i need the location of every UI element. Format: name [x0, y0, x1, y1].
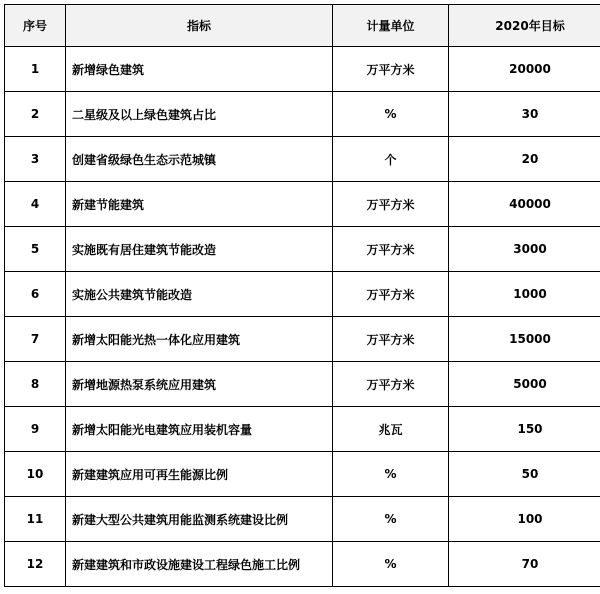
table-body [5, 47, 600, 587]
table-row [5, 272, 600, 317]
cell-target: 50 [449, 452, 600, 497]
indicator-table-container [4, 4, 593, 587]
header-row [5, 5, 600, 47]
cell-indicator: 新增地源热泵系统应用建筑 [66, 362, 333, 407]
cell-unit: % [333, 92, 449, 137]
cell-target: 3000 [449, 227, 600, 272]
cell-indicator: 新增绿色建筑 [66, 47, 333, 92]
table-row [5, 137, 600, 182]
cell-target: 100 [449, 497, 600, 542]
cell-target: 70 [449, 542, 600, 587]
indicator-table [4, 4, 600, 587]
cell-target: 20 [449, 137, 600, 182]
table-row [5, 542, 600, 587]
cell-unit: % [333, 542, 449, 587]
cell-index: 12 [5, 542, 66, 587]
table-row [5, 407, 600, 452]
cell-unit: % [333, 452, 449, 497]
header-unit: 计量单位 [333, 5, 449, 47]
cell-unit: 万平方米 [333, 47, 449, 92]
cell-indicator: 新增太阳能光热一体化应用建筑 [66, 317, 333, 362]
cell-unit: % [333, 497, 449, 542]
cell-unit: 万平方米 [333, 317, 449, 362]
cell-unit: 万平方米 [333, 227, 449, 272]
table-row [5, 227, 600, 272]
cell-indicator: 实施公共建筑节能改造 [66, 272, 333, 317]
cell-indicator: 新建节能建筑 [66, 182, 333, 227]
cell-unit: 兆瓦 [333, 407, 449, 452]
cell-target: 1000 [449, 272, 600, 317]
cell-indicator: 新建大型公共建筑用能监测系统建设比例 [66, 497, 333, 542]
cell-indicator: 二星级及以上绿色建筑占比 [66, 92, 333, 137]
cell-target: 20000 [449, 47, 600, 92]
header-index: 序号 [5, 5, 66, 47]
header-target: 2020年目标 [449, 5, 600, 47]
cell-index: 7 [5, 317, 66, 362]
cell-unit: 万平方米 [333, 182, 449, 227]
cell-indicator: 新建建筑和市政设施建设工程绿色施工比例 [66, 542, 333, 587]
cell-index: 11 [5, 497, 66, 542]
cell-unit: 万平方米 [333, 362, 449, 407]
cell-indicator: 新增太阳能光电建筑应用装机容量 [66, 407, 333, 452]
table-row [5, 497, 600, 542]
cell-index: 2 [5, 92, 66, 137]
cell-index: 5 [5, 227, 66, 272]
cell-indicator: 实施既有居住建筑节能改造 [66, 227, 333, 272]
table-row [5, 92, 600, 137]
cell-unit: 万平方米 [333, 272, 449, 317]
cell-target: 30 [449, 92, 600, 137]
cell-indicator: 新建建筑应用可再生能源比例 [66, 452, 333, 497]
cell-indicator: 创建省级绿色生态示范城镇 [66, 137, 333, 182]
table-row [5, 452, 600, 497]
cell-target: 15000 [449, 317, 600, 362]
table-row [5, 362, 600, 407]
cell-unit: 个 [333, 137, 449, 182]
cell-target: 40000 [449, 182, 600, 227]
table-row [5, 47, 600, 92]
cell-index: 3 [5, 137, 66, 182]
table-row [5, 182, 600, 227]
header-indicator: 指标 [66, 5, 333, 47]
cell-index: 6 [5, 272, 66, 317]
cell-index: 4 [5, 182, 66, 227]
table-row [5, 317, 600, 362]
cell-target: 5000 [449, 362, 600, 407]
cell-index: 9 [5, 407, 66, 452]
table-header [5, 5, 600, 47]
cell-index: 8 [5, 362, 66, 407]
cell-target: 150 [449, 407, 600, 452]
cell-index: 1 [5, 47, 66, 92]
cell-index: 10 [5, 452, 66, 497]
